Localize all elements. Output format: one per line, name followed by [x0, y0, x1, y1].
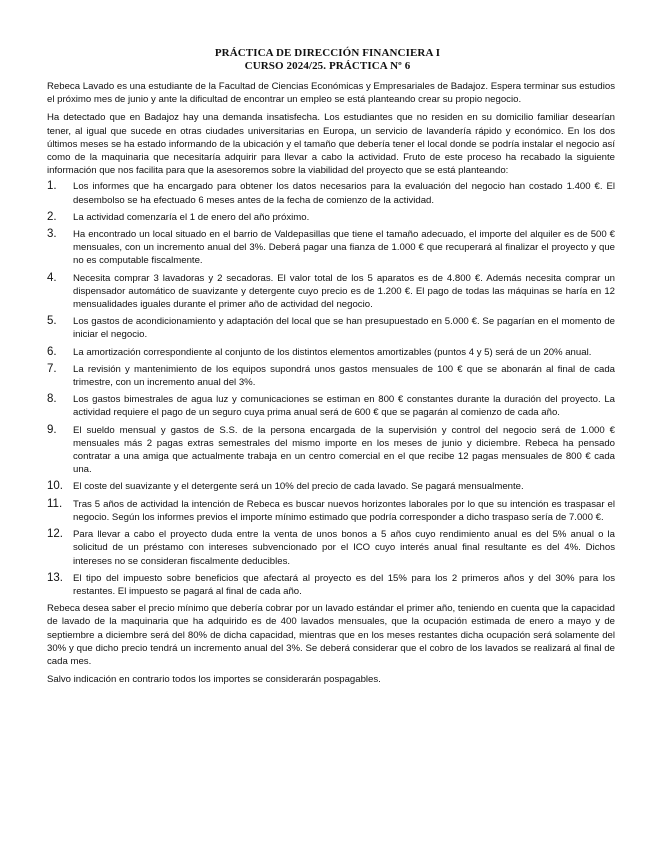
list-item: [47, 346, 615, 359]
list-item-number: 8.: [47, 393, 57, 406]
list-item-text: Ha encontrado un local situado en el barrio de Valdepasillas que tiene el tamaño adecuado, el importe del alquiler es de 500 € mensuales, con un incremento anual del 3%. Deberá pagar una fianza de 1.000 € que recuperará al finalizar el proyecto y que no es computable fiscalmente.: [73, 229, 615, 267]
list-item: [47, 363, 615, 389]
document-subtitle: CURSO 2024/25. PRÁCTICA Nº 6: [244, 60, 411, 72]
closing-paragraph: Rebeca desea saber el precio mínimo que debería cobrar por un lavado estándar el primer año, teniendo en cuenta que la capacidad de lavado de la maquinaria que ha adquirido es de 400 lavados mensuales, que la ocupación estimada de enero a mayo y de septiembre a diciembre será del 80% de dicha capacidad, mientras que en los meses restantes dicha ocupación será solamente del 30% y que dicho precio tendrá un incremento anual del 3%. Se deberá considerar que el cobro de los lavados se realizará al final de cada mes.: [47, 603, 615, 667]
list-item-text: El sueldo mensual y gastos de S.S. de la persona encargada de la supervisión y control del negocio será de 1.000 € mensuales más 2 pagas extras semestrales del mismo importe en los meses de junio y diciembre. Rebeca ha pensado contratar a una amiga que actualmente trabaja en un centro comercial en el que recibe 12 pagas mensuales de 800 € cada una.: [73, 424, 615, 476]
list-item-text: La revisión y mantenimiento de los equipos supondrá unos gastos mensuales de 100 € que se abonarán al final de cada trimestre, con un incremento anual del 3%.: [73, 363, 615, 389]
list-item-text: Los gastos bimestrales de agua luz y comunicaciones se estiman en 800 € constantes durante la duración del proyecto. La actividad requiere el pago de un seguro cuya prima anual será de 600 € que se pagarán al comienzo de cada año.: [73, 394, 615, 419]
document-title: PRÁCTICA DE DIRECCIÓN FINANCIERA I: [214, 47, 441, 59]
list-item-text: La actividad comenzaría el 1 de enero del año próximo.: [73, 211, 310, 223]
list-item-number: 10.: [47, 480, 63, 493]
list-item-number: 5.: [47, 315, 57, 328]
document-header: [0, 47, 655, 73]
list-item-number: 11.: [47, 497, 63, 510]
list-item: [47, 180, 615, 206]
list-item-text: Los informes que ha encargado para obtener los datos necesarios para la evaluación del negocio han costado 1.400 €. El desembolso se ha efectuado 6 meses antes de la fecha de comienzo de la actividad.: [73, 181, 615, 206]
list-item-number: 2.: [47, 210, 57, 223]
list-item-text: Para llevar a cabo el proyecto duda entre la venta de unos bonos a 5 años cuyo rendimiento anual es del 5% anual o la solicitud de un préstamo con intereses subvencionado por el ICO cuyo interés anual final resultante es del 4%. Dichos intereses no se consideran fiscalmente deducibles.: [73, 529, 615, 567]
list-item-number: 7.: [47, 362, 57, 375]
list-item: [47, 272, 615, 312]
numbered-list: [47, 180, 615, 598]
intro-paragraph: Rebeca Lavado es una estudiante de la Facultad de Ciencias Económicas y Empresariales de Badajoz. Espera terminar sus estudios el próximo mes de junio y ante la dificultad de encontrar un empleo se está planteando crear su propio negocio.: [47, 81, 615, 106]
list-item: [47, 424, 615, 477]
list-item-text: Tras 5 años de actividad la intención de Rebeca es buscar nuevos horizontes laborales por lo que su intención es traspasar el negocio. Según los informes previos el importe mínimo estimado que podría corresponder a dicho traspaso sería de 7.000 €.: [73, 498, 615, 523]
list-item-text: Necesita comprar 3 lavadoras y 2 secadoras. El valor total de los 5 aparatos es de 4.800 €. Además necesita comprar un dispensador automático de suavizante y detergente cuyo precio es de 1.200 €. El pago de todas las máquinas se haría en 12 mensualidades iguales durante el primer año de actividad del negocio.: [73, 272, 615, 311]
list-item-text: La amortización correspondiente al conjunto de los distintos elementos amortizables (puntos 4 y 5) será de un 20% anual.: [73, 346, 592, 358]
list-item-number: 4.: [47, 271, 57, 284]
list-item-number: 13.: [47, 571, 63, 584]
list-item: [47, 480, 615, 493]
intro-paragraph: Ha detectado que en Badajoz hay una demanda insatisfecha. Los estudiantes que no residen en su domicilio familiar desearían tener, al igual que sucede en otras ciudades universitarias en Europa, un servicio de lavandería rápido y económico. En los dos últimos meses se ha estado informando de la ubicación y el tamaño que debería tener el local donde se podría instalar el negocio así como de la maquinaria que necesitaría adquirir para llevar a cabo la actividad. Fruto de este proceso ha recabado la siguiente información que nos facilita para que la asesoremos sobre la viabilidad del proyecto que se está planteando:: [47, 112, 615, 177]
list-item-number: 12.: [47, 528, 63, 541]
list-item: [47, 228, 615, 268]
list-item-number: 6.: [47, 345, 57, 358]
list-item: [47, 528, 615, 568]
list-item-text: El coste del suavizante y el detergente será un 10% del precio de cada lavado. Se pagará mensualmente.: [73, 481, 524, 493]
list-item: [47, 498, 615, 524]
list-item-text: El tipo del impuesto sobre beneficios que afectará al proyecto es del 15% para los 2 primeros años y del 30% para los restantes. El impuesto se pagará al final de cada año.: [73, 572, 615, 597]
closing-paragraph: Salvo indicación en contrario todos los importes se considerarán pospagables.: [47, 674, 381, 686]
list-item-text: Los gastos de acondicionamiento y adaptación del local que se han presupuestado en 5.000 €. Se pagarían en el momento de iniciar el negocio.: [73, 316, 615, 341]
list-item-number: 3.: [47, 228, 57, 241]
list-item: [47, 211, 615, 224]
list-item-number: 1.: [47, 180, 57, 193]
document-body: [47, 80, 615, 691]
list-item: [47, 393, 615, 419]
list-item-number: 9.: [47, 423, 57, 436]
list-item: [47, 572, 615, 598]
list-item: [47, 315, 615, 341]
